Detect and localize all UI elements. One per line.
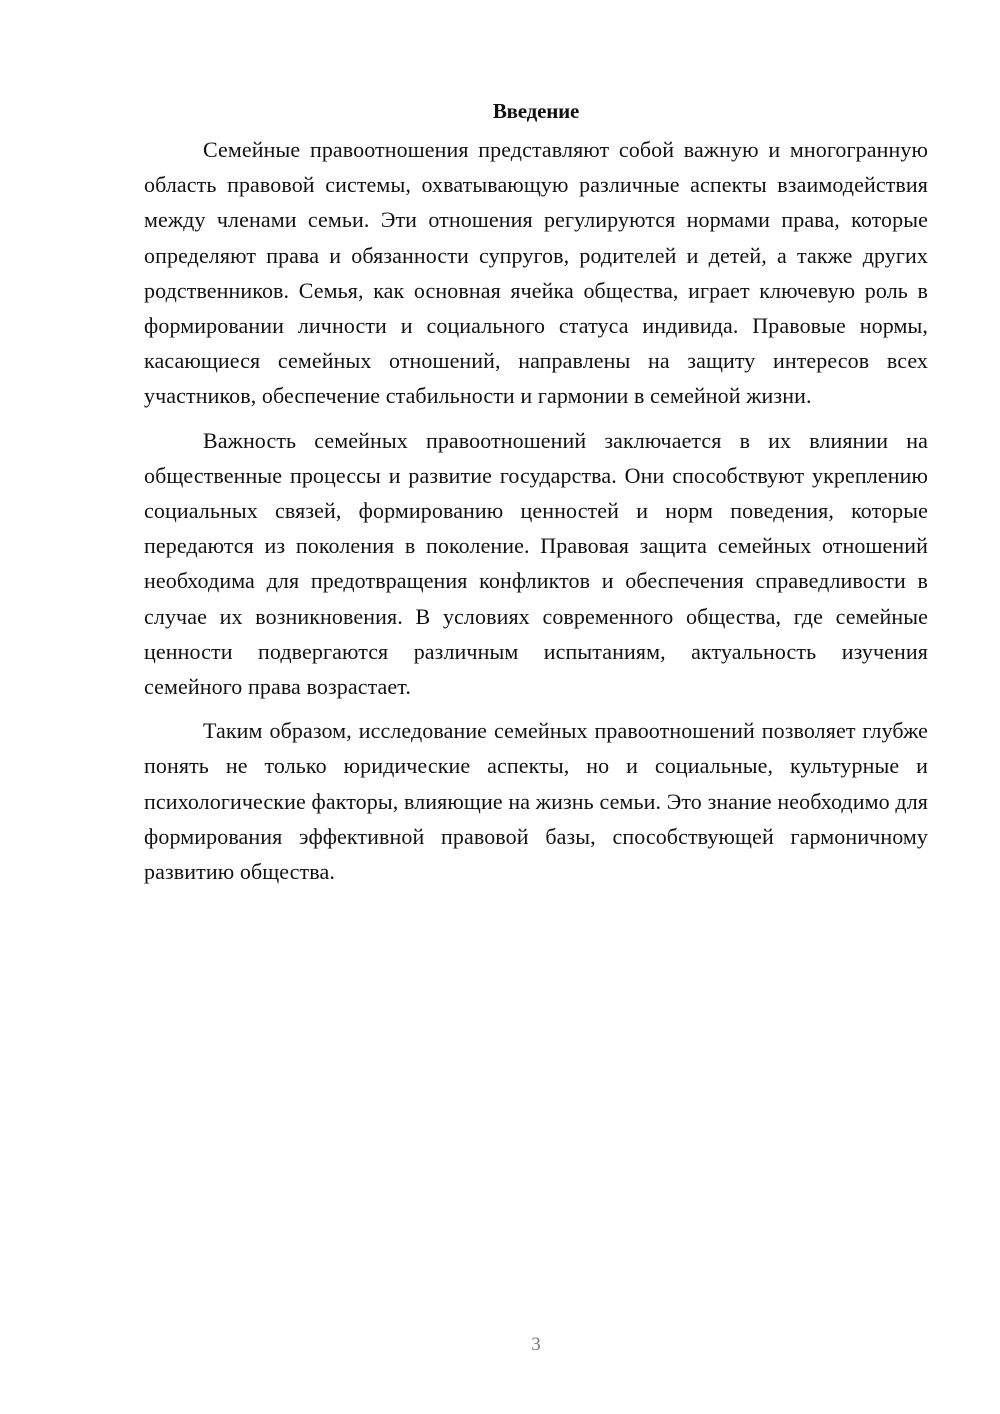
- paragraph-3: Таким образом, исследование семейных правоотношений позволяет глубже понять не только юридические аспекты, но и социальные, культурные и психологические факторы, влияющие на жизнь семьи. Это знание необходимо для формирования эффективной правовой базы, способствующей гармоничному развитию общества.: [144, 718, 928, 885]
- paragraph-2: Важность семейных правоотношений заключается в их влиянии на общественные процессы и развитие государства. Они способствуют укреплению социальных связей, формированию ценностей и норм поведения, которые передаются из поколения в поколение. Правовая защита семейных отношений необходима для предотвращения конфликтов и обеспечения справедливости в случае их возникновения. В условиях современного общества, где семейные ценности подвергаются различным испытаниям, актуальность изучения семейного права возрастает.: [144, 427, 928, 700]
- paragraph-1: Семейные правоотношения представляют собой важную и многогранную область правовой системы, охватывающую различные аспекты взаимодействия между членами семьи. Эти отношения регулируются нормами права, которые определяют права и обязанности супругов, родителей и детей, а также других родственников. Семья, как основная ячейка общества, играет ключевую роль в формировании личности и социального статуса индивида. Правовые нормы, касающиеся семейных отношений, направлены на защиту интересов всех участников, обеспечение стабильности и гармонии в семейной жизни.: [144, 137, 928, 409]
- page-number: 3: [531, 1334, 541, 1355]
- page-content: [144, 96, 928, 889]
- section-heading: Введение: [492, 99, 580, 123]
